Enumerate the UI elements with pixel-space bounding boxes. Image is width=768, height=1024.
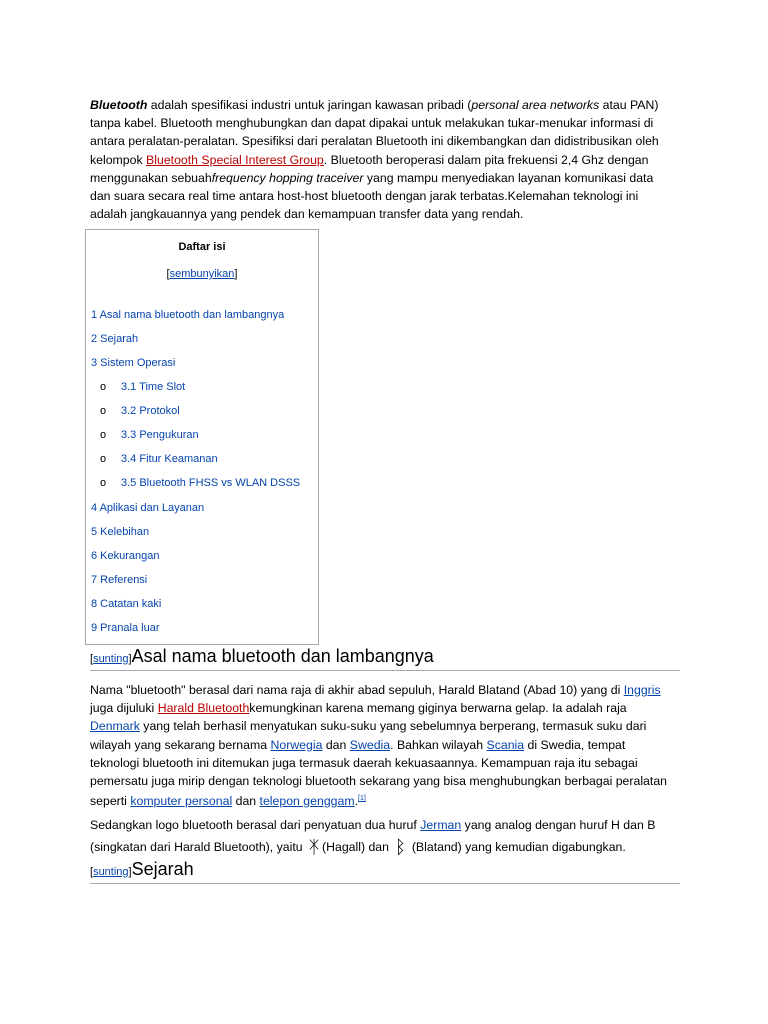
toc-title: Daftar isi	[178, 241, 226, 253]
toc-item-3-5[interactable]: 3.5 Bluetooth FHSS vs WLAN DSSS	[121, 477, 301, 489]
link-norwegia[interactable]: Norwegia	[270, 737, 323, 752]
table-of-contents	[85, 229, 319, 645]
link-inggris[interactable]: Inggris	[623, 683, 661, 697]
toc-item-6[interactable]: 6 Kekurangan	[91, 550, 160, 562]
edit-section-2: [sunting]	[90, 866, 132, 878]
hagall-rune-icon: ᛡ	[308, 837, 320, 857]
intro-paragraph: Bluetooth adalah spesifikasi industri untuk jaringan kawasan pribadi (personal area networks atau PAN) tanpa kabel. Bluetooth menghubungkan dan dapat dipakai untuk melakukan tukar-menukar informasi di antara peralatan-peralatan. Spesifiksi dari peralatan Bluetooth ini dikembangkan dan didistribusikan oleh kelompok Bluetooth Special Interest Group. Bluetooth beroperasi dalam pita frekuensi 2,4 Ghz dengan menggunakan sebuahfrequency hopping traceiver yang mampu menyediakan layanan komunikasi data dan suara secara real time antara host-host bluetooth dengan jarak terbatas.Kelemahan teknologi ini adalah jangkauannya yang pendek dan kemampuan transfer data yang rendah.	[90, 98, 659, 222]
intro-term: Bluetooth	[90, 98, 148, 112]
link-harald-bluetooth[interactable]: Harald Bluetooth	[157, 701, 250, 716]
link-scania[interactable]: Scania	[486, 737, 525, 752]
toc-item-8[interactable]: 8 Catatan kaki	[91, 598, 162, 610]
link-jerman[interactable]: Jerman	[420, 818, 462, 832]
section-title: Asal nama bluetooth dan lambangnya	[131, 646, 434, 666]
toc-item-5[interactable]: 5 Kelebihan	[91, 526, 150, 538]
toc-bullet: o	[100, 381, 107, 393]
toc-item-3-3[interactable]: 3.3 Pengukuran	[121, 429, 199, 441]
section-title: Sejarah	[131, 859, 194, 879]
toc-item-7[interactable]: 7 Referensi	[91, 574, 148, 586]
section1-paragraph-1: Nama "bluetooth" berasal dari nama raja di akhir abad sepuluh, Harald Blatand (Abad 10) yang di Inggris juga dijuluki Harald Bluetoothkemungkinan karena memang giginya berwarna gelap. Ia adalah raja Denmark yang telah berhasil menyatukan suku-suku yang sebelumnya berperang, termasuk suku dari wilayah yang sekarang bernama Norwegia dan Swedia. Bahkan wilayah Scania di Swedia, tempat teknologi bluetooth ini ditemukan juga termasuk daerah kekuasaannya. Kemampuan raja itu sebagai pemersatu juga mirip dengan teknologi bluetooth sekarang yang bisa menghubungkan berbagai peralatan seperti komputer personal dan telepon genggam.[1]	[90, 683, 667, 809]
section1-paragraph-2: Sedangkan logo bluetooth berasal dari penyatuan dua huruf Jerman yang analog dengan huruf H dan B (singkatan dari Harald Bluetooth), yaitu ᛡ (Hagall) dan ᛒ (Blatand) yang kemudian digabungkan.	[90, 818, 656, 857]
toc-item-3-4[interactable]: 3.4 Fitur Keamanan	[121, 453, 218, 465]
link-komputer-personal[interactable]: komputer personal	[130, 794, 233, 809]
toc-item-1[interactable]: 1 Asal nama bluetooth dan lambangnya	[91, 309, 285, 321]
toc-item-4[interactable]: 4 Aplikasi dan Layanan	[91, 502, 205, 514]
link-swedia[interactable]: Swedia	[349, 737, 391, 752]
link-telepon-genggam[interactable]: telepon genggam	[259, 794, 355, 809]
edit-section-1: [sunting]	[90, 653, 132, 665]
toc-bullet: o	[100, 477, 107, 489]
toc-hide-link[interactable]: sembunyikan	[169, 268, 235, 280]
toc-bullet: o	[100, 453, 107, 465]
blatand-rune-icon: ᛒ	[395, 837, 406, 857]
link-bluetooth-sig[interactable]: Bluetooth Special Interest Group	[146, 152, 324, 167]
section-heading-asal-nama	[90, 646, 680, 671]
footnote-ref-1[interactable]: [1]	[358, 795, 366, 803]
toc-item-3-2[interactable]: 3.2 Protokol	[121, 405, 180, 417]
edit-link[interactable]: sunting	[93, 653, 129, 665]
toc-item-3[interactable]: 3 Sistem Operasi	[91, 357, 176, 369]
toc-item-2[interactable]: 2 Sejarah	[91, 333, 139, 345]
link-denmark[interactable]: Denmark	[90, 719, 140, 734]
edit-link[interactable]: sunting	[93, 866, 129, 878]
toc-bullet: o	[100, 429, 107, 441]
article-body	[90, 96, 680, 223]
toc-toggle: [sembunyikan]	[166, 268, 238, 280]
toc-item-3-1[interactable]: 3.1 Time Slot	[121, 381, 186, 393]
section-heading-sejarah	[90, 859, 680, 884]
toc-item-9[interactable]: 9 Pranala luar	[91, 622, 160, 634]
toc-bullet: o	[100, 405, 107, 417]
